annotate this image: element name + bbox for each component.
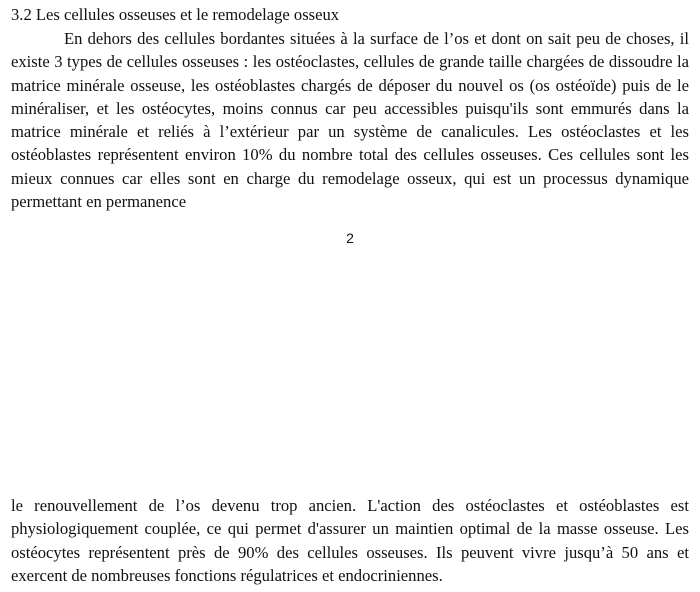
section-title: 3.2 Les cellules osseuses et le remodelage osseux — [11, 5, 340, 24]
paragraph-2: le renouvellement de l’os devenu trop ancien. L'action des ostéoclastes et ostéoblastes est physiologiquement couplée, ce qui permet d'assurer un maintien optimal de la masse osseuse. Les ostéocytes représentent près de 90% des cellules osseuses. Ils peuvent vivre jusqu’à 50 ans et exercent de nombreuses fonctions régulatrices et endocriniennes. — [11, 496, 689, 585]
paragraph-1: En dehors des cellules bordantes situées à la surface de l’os et dont on sait peu de choses, il existe 3 types de cellules osseuses : les ostéoclastes, cellules de grande taille chargées de dissoudre la matrice minérale osseuse, les ostéoblastes chargés de déposer du nouvel os (os ostéoïde) puis de le minéraliser, et les ostéocytes, moins connus car peu accessibles puisqu'ils sont emmurés dans la matrice minérale et reliés à l’extérieur par un système de canalicules. Les ostéoclastes et les ostéoblastes représentent environ 10% du nombre total des cellules osseuses. Ces cellules sont les mieux connues car elles sont en charge du remodelage osseux, qui est un processus dynamique permettant en permanence — [11, 29, 689, 212]
page-number: 2 — [346, 230, 354, 246]
